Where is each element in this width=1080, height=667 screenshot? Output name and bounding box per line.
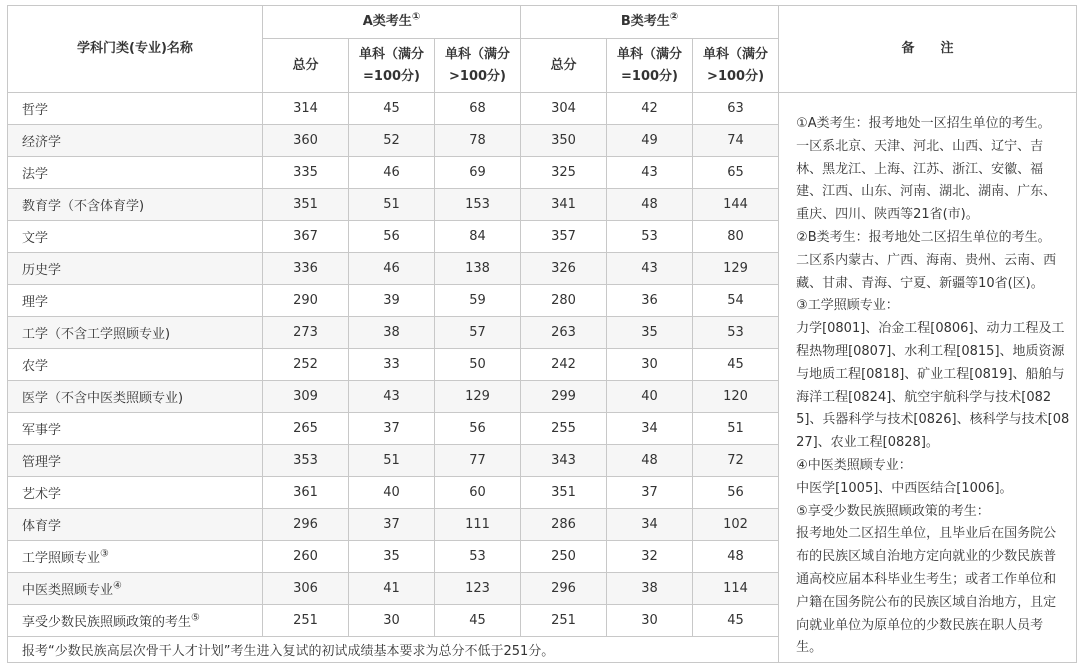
remark-line: 5]、兵器科学与技术[0826]、核科学与技术[08 bbox=[796, 412, 1070, 428]
subject-name: 体育学 bbox=[8, 509, 263, 541]
remark-line: ②B类考生：报考地处二区招生单位的考生。 bbox=[796, 229, 1051, 245]
subject-name: 军事学 bbox=[8, 413, 263, 445]
b-score-cell: 280 bbox=[521, 285, 607, 317]
footer-note: 报考“少数民族高层次骨干人才计划”考生进入复试的初试成绩基本要求为总分不低于251分。 bbox=[8, 637, 779, 663]
b-score-cell: 114 bbox=[693, 573, 779, 605]
subject-name: 工学照顾专业③ bbox=[8, 541, 263, 573]
b-score-cell: 40 bbox=[607, 381, 693, 413]
a-score-cell: 260 bbox=[263, 541, 349, 573]
b-score-cell: 255 bbox=[521, 413, 607, 445]
b-score-cell: 325 bbox=[521, 157, 607, 189]
a-score-cell: 43 bbox=[349, 381, 435, 413]
remark-line: ⑤享受少数民族照顾政策的考生： bbox=[796, 503, 990, 519]
b-score-cell: 30 bbox=[607, 605, 693, 637]
b-score-cell: 53 bbox=[607, 221, 693, 253]
remark-line: ④中医类照顾专业： bbox=[796, 457, 912, 473]
a-score-cell: 251 bbox=[263, 605, 349, 637]
a-score-cell: 39 bbox=[349, 285, 435, 317]
a-score-cell: 69 bbox=[435, 157, 521, 189]
remark-line: 中医学[1005]、中西医结合[1006]。 bbox=[796, 480, 1013, 496]
subject-name: 享受少数民族照顾政策的考生⑤ bbox=[8, 605, 263, 637]
table-row bbox=[8, 93, 1077, 125]
b-score-cell: 53 bbox=[693, 317, 779, 349]
b-score-cell: 38 bbox=[607, 573, 693, 605]
a-score-cell: 51 bbox=[349, 189, 435, 221]
b-score-cell: 32 bbox=[607, 541, 693, 573]
b-score-cell: 296 bbox=[521, 573, 607, 605]
a-score-cell: 77 bbox=[435, 445, 521, 477]
a-score-cell: 153 bbox=[435, 189, 521, 221]
a-score-cell: 336 bbox=[263, 253, 349, 285]
remarks-cell bbox=[779, 93, 1077, 663]
remark-line: 通高校应届本科毕业生考生；或者工作单位和 bbox=[796, 571, 1057, 587]
b-score-cell: 45 bbox=[693, 349, 779, 381]
subject-name: 中医类照顾专业④ bbox=[8, 573, 263, 605]
a-score-cell: 33 bbox=[349, 349, 435, 381]
a-score-cell: 252 bbox=[263, 349, 349, 381]
a-score-cell: 78 bbox=[435, 125, 521, 157]
a-score-cell: 111 bbox=[435, 509, 521, 541]
a-total-header: 总分 bbox=[263, 39, 349, 93]
a-score-cell: 361 bbox=[263, 477, 349, 509]
a-score-cell: 84 bbox=[435, 221, 521, 253]
remark-line: 布的民族区域自治地方定向就业的少数民族普 bbox=[796, 549, 1057, 565]
a-score-cell: 306 bbox=[263, 573, 349, 605]
a-score-cell: 52 bbox=[349, 125, 435, 157]
b-score-cell: 54 bbox=[693, 285, 779, 317]
a-score-cell: 290 bbox=[263, 285, 349, 317]
subject-name: 法学 bbox=[8, 157, 263, 189]
b-single-gt100-header: 单科（满分 >100分) bbox=[693, 39, 779, 93]
subject-name: 理学 bbox=[8, 285, 263, 317]
group-a-header: A类考生① bbox=[263, 6, 521, 39]
b-score-cell: 357 bbox=[521, 221, 607, 253]
remarks-header: 备 注 bbox=[779, 6, 1077, 93]
b-single-100-header: 单科（满分 =100分) bbox=[607, 39, 693, 93]
a-score-cell: 40 bbox=[349, 477, 435, 509]
a-score-cell: 314 bbox=[263, 93, 349, 125]
b-score-cell: 43 bbox=[607, 253, 693, 285]
b-score-cell: 56 bbox=[693, 477, 779, 509]
subject-name: 工学（不含工学照顾专业) bbox=[8, 317, 263, 349]
a-score-cell: 60 bbox=[435, 477, 521, 509]
remark-line: 海洋工程[0824]、航空宇航科学与技术[082 bbox=[796, 389, 1052, 405]
b-score-cell: 102 bbox=[693, 509, 779, 541]
b-score-cell: 42 bbox=[607, 93, 693, 125]
subject-name: 哲学 bbox=[8, 93, 263, 125]
a-single-gt100-header: 单科（满分 >100分) bbox=[435, 39, 521, 93]
remark-line: 建、江西、山东、河南、湖北、湖南、广东、 bbox=[796, 184, 1057, 200]
b-score-cell: 350 bbox=[521, 125, 607, 157]
subject-name: 医学（不含中医类照顾专业) bbox=[8, 381, 263, 413]
a-score-cell: 309 bbox=[263, 381, 349, 413]
remark-line: 户籍在国务院公布的民族区域自治地方，且定 bbox=[796, 594, 1057, 610]
remark-line: 一区系北京、天津、河北、山西、辽宁、吉 bbox=[796, 138, 1044, 154]
subject-name: 管理学 bbox=[8, 445, 263, 477]
a-score-cell: 53 bbox=[435, 541, 521, 573]
b-score-cell: 304 bbox=[521, 93, 607, 125]
a-score-cell: 45 bbox=[349, 93, 435, 125]
remark-line: 力学[0801]、冶金工程[0806]、动力工程及工 bbox=[796, 321, 1065, 337]
b-score-cell: 37 bbox=[607, 477, 693, 509]
b-score-cell: 351 bbox=[521, 477, 607, 509]
subject-name: 历史学 bbox=[8, 253, 263, 285]
b-score-cell: 129 bbox=[693, 253, 779, 285]
remark-line: ③工学照顾专业： bbox=[796, 298, 899, 314]
a-score-cell: 46 bbox=[349, 253, 435, 285]
a-score-cell: 38 bbox=[349, 317, 435, 349]
subject-name: 艺术学 bbox=[8, 477, 263, 509]
a-score-cell: 41 bbox=[349, 573, 435, 605]
b-total-header: 总分 bbox=[521, 39, 607, 93]
a-score-cell: 30 bbox=[349, 605, 435, 637]
a-score-cell: 68 bbox=[435, 93, 521, 125]
a-score-cell: 57 bbox=[435, 317, 521, 349]
b-score-cell: 30 bbox=[607, 349, 693, 381]
a-score-cell: 138 bbox=[435, 253, 521, 285]
b-score-cell: 36 bbox=[607, 285, 693, 317]
a-score-cell: 45 bbox=[435, 605, 521, 637]
a-score-cell: 46 bbox=[349, 157, 435, 189]
b-score-cell: 65 bbox=[693, 157, 779, 189]
a-score-cell: 51 bbox=[349, 445, 435, 477]
remark-line: 程热物理[0807]、水利工程[0815]、地质资源 bbox=[796, 343, 1065, 359]
remark-line: ①A类考生：报考地处一区招生单位的考生。 bbox=[796, 116, 1051, 131]
a-score-cell: 37 bbox=[349, 509, 435, 541]
b-score-cell: 251 bbox=[521, 605, 607, 637]
subject-name: 经济学 bbox=[8, 125, 263, 157]
b-score-cell: 80 bbox=[693, 221, 779, 253]
a-score-cell: 59 bbox=[435, 285, 521, 317]
a-score-cell: 353 bbox=[263, 445, 349, 477]
a-score-cell: 123 bbox=[435, 573, 521, 605]
b-score-cell: 48 bbox=[607, 189, 693, 221]
b-score-cell: 263 bbox=[521, 317, 607, 349]
group-b-header: B类考生② bbox=[521, 6, 779, 39]
remark-line: 报考地处二区招生单位，且毕业后在国务院公 bbox=[796, 526, 1057, 542]
b-score-cell: 48 bbox=[693, 541, 779, 573]
a-score-cell: 129 bbox=[435, 381, 521, 413]
a-score-cell: 56 bbox=[435, 413, 521, 445]
b-score-cell: 144 bbox=[693, 189, 779, 221]
b-score-cell: 74 bbox=[693, 125, 779, 157]
b-score-cell: 45 bbox=[693, 605, 779, 637]
remark-line: 重庆、四川、陕西等21省(市)。 bbox=[796, 207, 979, 223]
remark-line: 27]、农业工程[0828]。 bbox=[796, 435, 939, 451]
remark-line: 藏、甘肃、青海、宁夏、新疆等10省(区)。 bbox=[796, 275, 1044, 291]
b-score-cell: 341 bbox=[521, 189, 607, 221]
remark-line: 生。 bbox=[796, 640, 823, 656]
b-score-cell: 250 bbox=[521, 541, 607, 573]
score-table bbox=[7, 5, 1077, 663]
b-score-cell: 343 bbox=[521, 445, 607, 477]
a-score-cell: 56 bbox=[349, 221, 435, 253]
table-body bbox=[8, 93, 1077, 663]
subject-name: 农学 bbox=[8, 349, 263, 381]
a-single-100-header: 单科（满分 =100分) bbox=[349, 39, 435, 93]
a-score-cell: 367 bbox=[263, 221, 349, 253]
a-score-cell: 351 bbox=[263, 189, 349, 221]
b-score-cell: 120 bbox=[693, 381, 779, 413]
subject-name: 教育学（不含体育学) bbox=[8, 189, 263, 221]
b-score-cell: 43 bbox=[607, 157, 693, 189]
a-score-cell: 37 bbox=[349, 413, 435, 445]
b-score-cell: 35 bbox=[607, 317, 693, 349]
remark-line: 向就业单位为原单位的少数民族在职人员考 bbox=[796, 617, 1044, 633]
a-score-cell: 360 bbox=[263, 125, 349, 157]
subject-header: 学科门类(专业)名称 bbox=[8, 6, 263, 93]
b-score-cell: 48 bbox=[607, 445, 693, 477]
a-score-cell: 35 bbox=[349, 541, 435, 573]
remark-line: 与地质工程[0818]、矿业工程[0819]、船舶与 bbox=[796, 366, 1065, 382]
b-score-cell: 34 bbox=[607, 413, 693, 445]
b-score-cell: 51 bbox=[693, 413, 779, 445]
remark-line: 林、黑龙江、上海、江苏、浙江、安徽、福 bbox=[796, 161, 1044, 177]
remark-line: 二区系内蒙古、广西、海南、贵州、云南、西 bbox=[796, 252, 1057, 268]
a-score-cell: 50 bbox=[435, 349, 521, 381]
a-score-cell: 335 bbox=[263, 157, 349, 189]
b-score-cell: 34 bbox=[607, 509, 693, 541]
b-score-cell: 299 bbox=[521, 381, 607, 413]
b-score-cell: 286 bbox=[521, 509, 607, 541]
b-score-cell: 326 bbox=[521, 253, 607, 285]
a-score-cell: 265 bbox=[263, 413, 349, 445]
b-score-cell: 72 bbox=[693, 445, 779, 477]
a-score-cell: 296 bbox=[263, 509, 349, 541]
a-score-cell: 273 bbox=[263, 317, 349, 349]
b-score-cell: 63 bbox=[693, 93, 779, 125]
subject-name: 文学 bbox=[8, 221, 263, 253]
b-score-cell: 242 bbox=[521, 349, 607, 381]
b-score-cell: 49 bbox=[607, 125, 693, 157]
